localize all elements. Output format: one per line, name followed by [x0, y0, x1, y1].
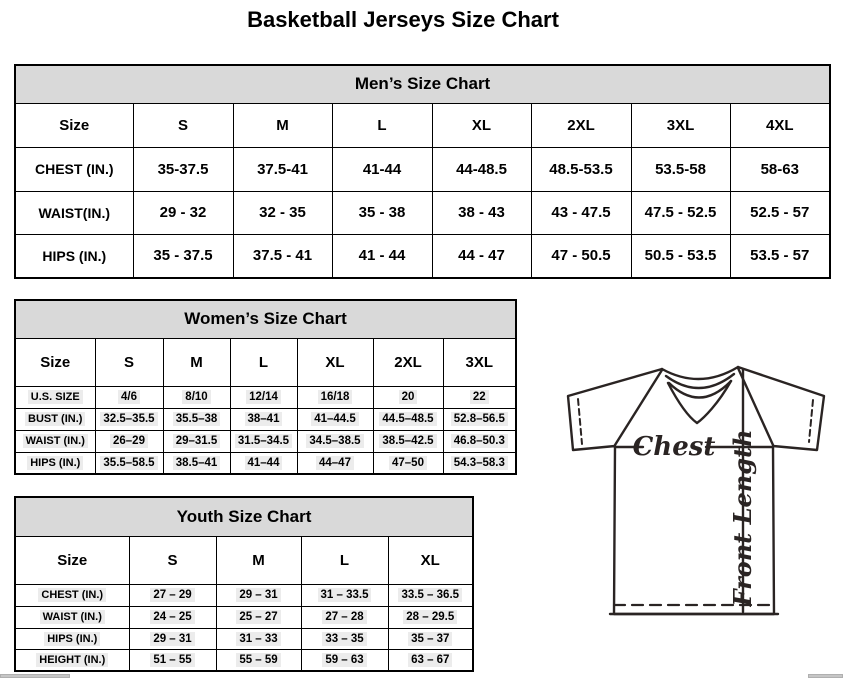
table-cell: 53.5-58: [631, 147, 730, 191]
table-cell: 26–29: [95, 430, 163, 452]
row-label: CHEST (IN.): [15, 584, 129, 606]
youth-size-table: [14, 496, 474, 672]
table-cell: 31.5–34.5: [230, 430, 297, 452]
jersey-measurement-diagram: [556, 356, 843, 641]
table-cell: Size: [15, 338, 95, 386]
table-cell: 44–47: [297, 452, 373, 474]
table-cell: 4XL: [730, 103, 830, 147]
table-cell: L: [332, 103, 432, 147]
table-cell: 58-63: [730, 147, 830, 191]
column-header-row: [15, 338, 516, 386]
row-label: CHEST (IN.): [15, 147, 133, 191]
table-cell: 38 - 43: [432, 191, 531, 234]
table-cell: 12/14: [230, 386, 297, 408]
table-cell: S: [95, 338, 163, 386]
table-cell: 20: [373, 386, 443, 408]
table-cell: 59 – 63: [301, 649, 388, 671]
table-cell: 35 - 37.5: [133, 234, 233, 278]
row-label: BUST (IN.): [15, 408, 95, 430]
table-cell: XL: [432, 103, 531, 147]
table-cell: 35 - 38: [332, 191, 432, 234]
waist-row: [15, 606, 473, 628]
table-cell: 47–50: [373, 452, 443, 474]
table-cell: 27 – 28: [301, 606, 388, 628]
waist-row: [15, 430, 516, 452]
table-cell: 41–44: [230, 452, 297, 474]
row-label: WAIST(IN.): [15, 191, 133, 234]
table-cell: 37.5-41: [233, 147, 332, 191]
table-cell: 52.5 - 57: [730, 191, 830, 234]
bust-row: [15, 408, 516, 430]
table-cell: 38.5–42.5: [373, 430, 443, 452]
table-cell: 27 – 29: [129, 584, 216, 606]
table-cell: M: [216, 536, 301, 584]
chest-row: [15, 147, 830, 191]
table-cell: 25 – 27: [216, 606, 301, 628]
table-cell: 53.5 - 57: [730, 234, 830, 278]
chest-measure-label: Chest: [632, 432, 716, 462]
table-cell: 41 - 44: [332, 234, 432, 278]
table-cell: 54.3–58.3: [443, 452, 516, 474]
row-label: U.S. SIZE: [15, 386, 95, 408]
table-cell: 44 - 47: [432, 234, 531, 278]
table-cell: 8/10: [163, 386, 230, 408]
row-label: HEIGHT (IN.): [15, 649, 129, 671]
table-cell: 22: [443, 386, 516, 408]
table-cell: 29 – 31: [129, 628, 216, 649]
table-cell: 47.5 - 52.5: [631, 191, 730, 234]
bottom-left-scrollbar-fragment: [0, 674, 70, 678]
row-label: HIPS (IN.): [15, 628, 129, 649]
us-size-row: [15, 386, 516, 408]
womens-size-table: [14, 299, 517, 475]
section-header-row: [15, 497, 473, 536]
table-cell: 46.8–50.3: [443, 430, 516, 452]
table-cell: 35-37.5: [133, 147, 233, 191]
table-cell: 31 – 33: [216, 628, 301, 649]
table-cell: 29 – 31: [216, 584, 301, 606]
table-cell: 44-48.5: [432, 147, 531, 191]
table-cell: 3XL: [443, 338, 516, 386]
table-cell: 48.5-53.5: [531, 147, 631, 191]
table-cell: 41-44: [332, 147, 432, 191]
waist-row: [15, 191, 830, 234]
table-cell: L: [230, 338, 297, 386]
row-label: WAIST (IN.): [15, 430, 95, 452]
table-cell: 24 – 25: [129, 606, 216, 628]
chest-row: [15, 584, 473, 606]
womens-chart-title: Women’s Size Chart: [15, 300, 516, 338]
jersey-outline: [568, 367, 824, 614]
table-cell: Size: [15, 536, 129, 584]
table-cell: XL: [297, 338, 373, 386]
front-length-measure-label: Front Length: [728, 429, 757, 607]
table-cell: 16/18: [297, 386, 373, 408]
table-cell: 28 – 29.5: [388, 606, 473, 628]
table-cell: M: [163, 338, 230, 386]
table-cell: 52.8–56.5: [443, 408, 516, 430]
table-cell: 32.5–35.5: [95, 408, 163, 430]
right-cuff-dashed: [809, 400, 813, 442]
hips-row: [15, 628, 473, 649]
table-cell: 41–44.5: [297, 408, 373, 430]
mens-chart-title: Men’s Size Chart: [15, 65, 830, 103]
height-row: [15, 649, 473, 671]
table-cell: 37.5 - 41: [233, 234, 332, 278]
table-cell: 63 – 67: [388, 649, 473, 671]
table-cell: 33.5 – 36.5: [388, 584, 473, 606]
table-cell: L: [301, 536, 388, 584]
table-cell: 2XL: [373, 338, 443, 386]
youth-chart-title: Youth Size Chart: [15, 497, 473, 536]
hips-row: [15, 452, 516, 474]
left-cuff-dashed: [578, 399, 582, 444]
table-cell: XL: [388, 536, 473, 584]
mens-size-table: [14, 64, 831, 279]
column-header-row: [15, 536, 473, 584]
collar-arc-outer: [662, 367, 738, 379]
table-cell: 38–41: [230, 408, 297, 430]
table-cell: 35.5–58.5: [95, 452, 163, 474]
table-cell: 33 – 35: [301, 628, 388, 649]
table-cell: 29 - 32: [133, 191, 233, 234]
table-cell: 44.5–48.5: [373, 408, 443, 430]
column-header-row: [15, 103, 830, 147]
table-cell: 43 - 47.5: [531, 191, 631, 234]
table-cell: 2XL: [531, 103, 631, 147]
bottom-right-scrollbar-fragment: [808, 674, 843, 678]
table-cell: 34.5–38.5: [297, 430, 373, 452]
row-label: HIPS (IN.): [15, 234, 133, 278]
table-cell: 35 – 37: [388, 628, 473, 649]
section-header-row: [15, 65, 830, 103]
table-cell: 29–31.5: [163, 430, 230, 452]
table-cell: 35.5–38: [163, 408, 230, 430]
table-cell: S: [133, 103, 233, 147]
table-cell: 55 – 59: [216, 649, 301, 671]
table-cell: 3XL: [631, 103, 730, 147]
table-cell: 31 – 33.5: [301, 584, 388, 606]
table-cell: 51 – 55: [129, 649, 216, 671]
row-label: HIPS (IN.): [15, 452, 95, 474]
table-cell: 38.5–41: [163, 452, 230, 474]
table-cell: 47 - 50.5: [531, 234, 631, 278]
table-cell: 4/6: [95, 386, 163, 408]
section-header-row: [15, 300, 516, 338]
table-cell: Size: [15, 103, 133, 147]
hips-row: [15, 234, 830, 278]
table-cell: 50.5 - 53.5: [631, 234, 730, 278]
table-cell: M: [233, 103, 332, 147]
row-label: WAIST (IN.): [15, 606, 129, 628]
table-cell: 32 - 35: [233, 191, 332, 234]
page-title: Basketball Jerseys Size Chart: [247, 7, 559, 32]
table-cell: S: [129, 536, 216, 584]
